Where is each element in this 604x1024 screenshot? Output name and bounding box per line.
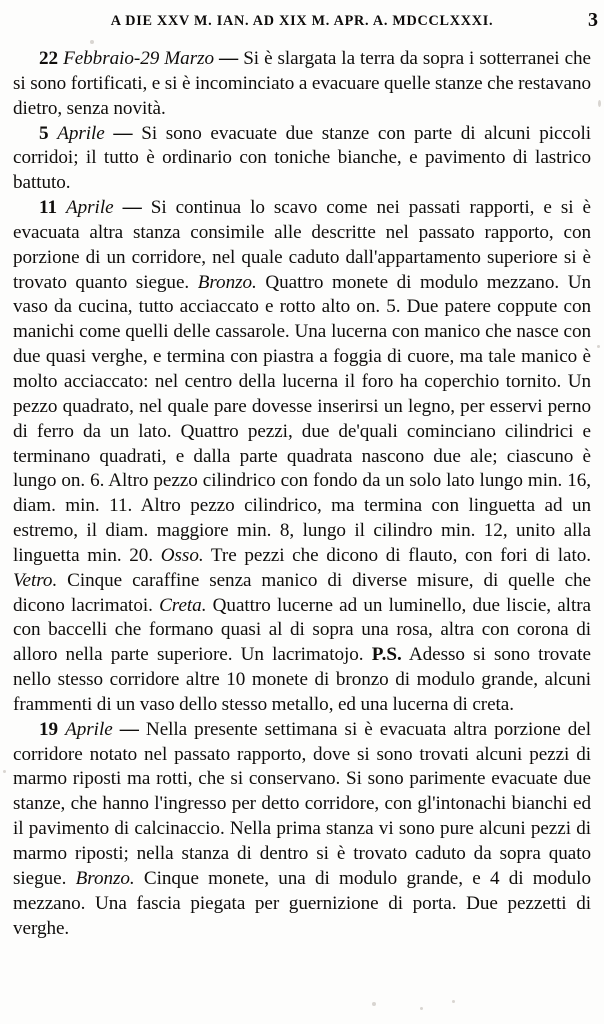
page-number: 3 — [588, 9, 598, 31]
em-dash: — — [113, 122, 133, 144]
em-dash: — — [119, 718, 139, 740]
scan-speck — [452, 1000, 455, 1003]
entry-day-number: 22 — [39, 48, 59, 69]
scan-speck — [90, 40, 94, 44]
scan-speck — [372, 1002, 376, 1006]
entry-month: Aprile — [57, 122, 105, 144]
diary-entry — [13, 196, 591, 718]
entry-day-number: 19 — [39, 718, 59, 740]
find-material-label: Vetro. — [13, 569, 58, 591]
entry-day-number: 11 — [39, 197, 57, 219]
entry-month: Aprile — [65, 718, 113, 740]
text-block — [13, 47, 591, 941]
entry-body: Si è slargata la terra da sopra i sotterranei che si sono fortificati, e si è incominciato a evacuare quelle stanze che restavano dietro, senza novità. — [13, 48, 591, 119]
find-description: Quattro lucerne ad un luminello, due liscie, altra con baccelli che formano quasi al di sopra una rosa, altra con corona di alloro nella parte superiore. Un lacrimatojo. — [13, 594, 591, 666]
find-description: Cinque monete, una di modulo grande, e 4 di modulo mezzano. Una fascia piegata per guernizione di porta. Due pezzetti di verghe. — [13, 867, 591, 939]
diary-entry — [13, 718, 591, 942]
scan-speck — [420, 1007, 423, 1010]
entry-day-number: 5 — [39, 122, 49, 144]
postscript-text: Adesso si sono trovate nello stesso corridore altre 10 monete di bronzo di modulo grande, alcuni frammenti di un vaso dello stesso metallo, ed una lucerna di creta. — [13, 644, 591, 715]
find-description: Cinque caraffine senza manico di diverse misure, di quelle che dicono lacrimatoi. — [13, 569, 591, 616]
entry-body: Si sono evacuate due stanze con parte di alcuni piccoli corridoi; il tutto è ordinario con toniche bianche, e pavimento di lastrico battuto. — [13, 122, 592, 194]
diary-entry — [13, 47, 591, 122]
running-head-title: A DIE XXV M. IAN. AD XIX M. APR. A. MDCCLXXXI. — [110, 13, 494, 29]
diary-entry — [13, 122, 591, 197]
find-material-label: Creta. — [159, 594, 207, 616]
em-dash: — — [122, 197, 142, 219]
em-dash: — — [219, 48, 239, 69]
scan-speck — [598, 100, 601, 107]
entry-month: Aprile — [66, 197, 114, 219]
find-material-label: Osso. — [160, 544, 204, 566]
find-description: Tre pezzi che dicono di flauto, con fori di lato. — [210, 544, 591, 566]
scan-speck — [3, 770, 6, 773]
find-description: Quattro monete di modulo mezzano. Un vaso da cucina, tutto acciaccato e rotto alto on. 5. Due patere coppute con manichi come quelli delle cassarole. Una lucerna con manico che nasce con due quasi verghe, e termina con piastra a foggia di cuore, ma tale manico è molto acciaccato: nel centro della lucerna il foro ha coperchio tornito. Un pezzo quadrato, nel quale pare dovesse inserirsi un legno, per esservi perno di ferro da un lato. Quattro pezzi, due de'quali cominciano cilindrici e terminano quadrati, e dalla parte quadrata nascono due ale; ciascuno è lungo on. 6. Altro pezzo cilindrico con fondo da un solo lato lungo min. 16, diam. min. 11. Altro pezzo cilindrico, ma termina con linguetta ad un estremo, il diam. maggiore min. 8, lungo il cilindro min. 12, unito alla linguetta min. 20. — [13, 271, 591, 566]
find-material-label: Bronzo. — [197, 271, 257, 293]
find-material-label: Bronzo. — [75, 867, 135, 889]
running-head — [13, 13, 591, 39]
entry-body: Si continua lo scavo come nei passati rapporti, e si è evacuata altra stanza consimile alle descritte nel passato rapporto, con porzione di un corridore, nel quale caduto dall'appartamento superiore si è trovato quanto siegue. — [13, 197, 591, 293]
postscript-label: P.S. — [371, 644, 402, 666]
scan-speck — [597, 345, 600, 348]
entry-month: Febbraio-29 Marzo — [63, 48, 215, 69]
entry-body: Nella presente settimana si è evacuata altra porzione del corridore notato nel passato rapporto, dove si sono trovati alcuni pezzi di marmo riposti ma rotti, che si conservano. Si sono parimente evacuate due stanze, che hanno l'ingresso per detto corridore, con gl'intonachi bianchi ed il pavimento di calcinaccio. Nella prima stanza vi sono pure alcuni pezzi di marmo riposti; nella stanza di dentro si è trovato caduto da sopra quato siegue. — [13, 718, 591, 889]
